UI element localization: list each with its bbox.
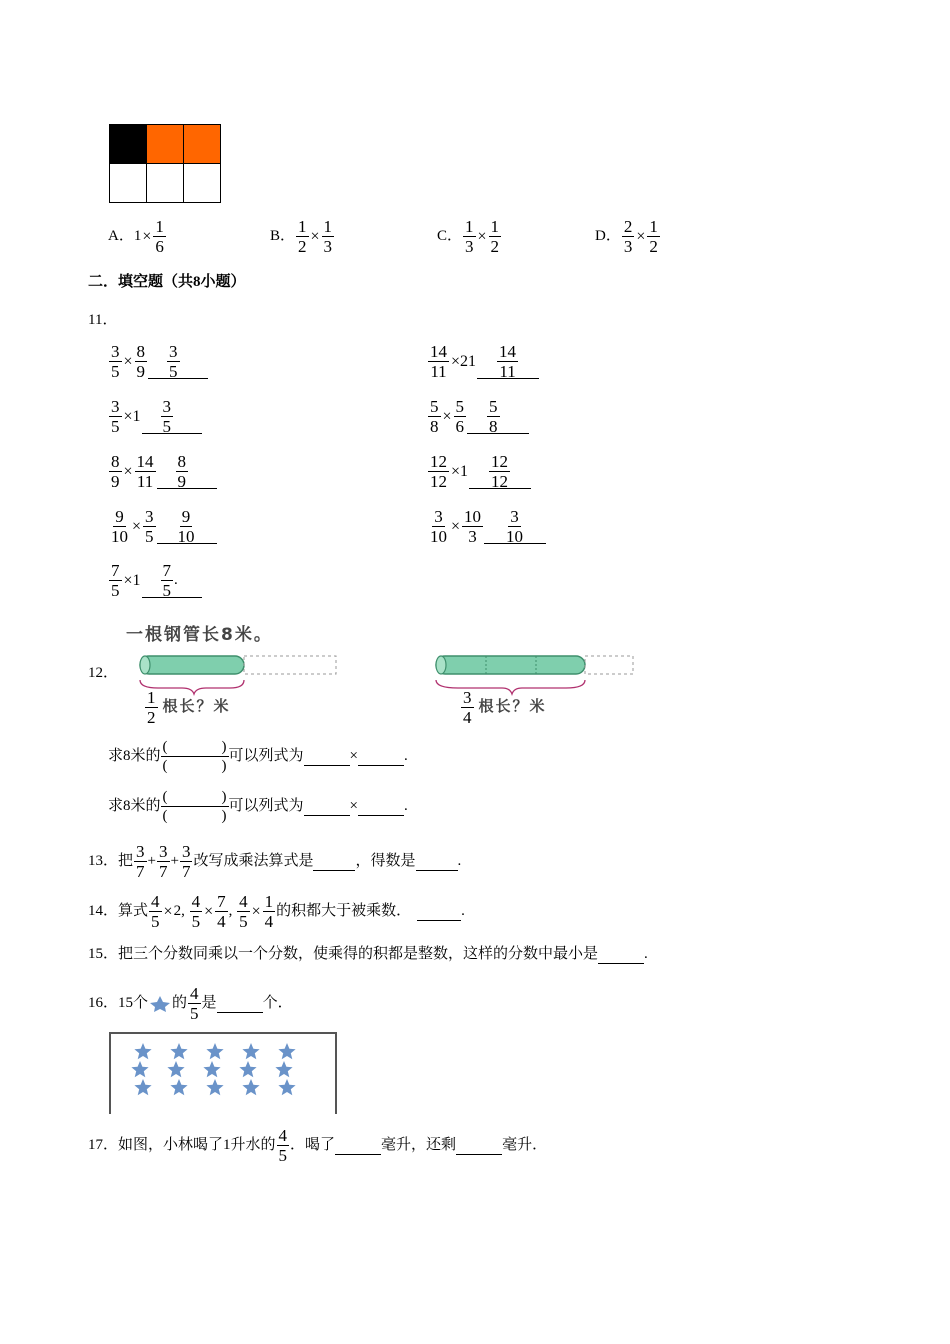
answer-blank[interactable] <box>157 525 217 544</box>
fraction: $\frac{5}{6}$ <box>455 397 465 436</box>
star-icon <box>278 1079 295 1095</box>
option-a[interactable]: A．1× $\frac{1}{6}$ <box>108 217 164 256</box>
answer-blank[interactable] <box>417 902 461 921</box>
answer-blank[interactable] <box>416 852 458 871</box>
fraction: $\frac{1}{3}$ <box>323 217 333 256</box>
star-icon <box>203 1061 220 1077</box>
grid-cell <box>184 164 221 203</box>
star-icon <box>148 995 172 1013</box>
q11-comparison: $\frac{8}{9}$ × $\frac{14}{11}$ $\frac{8}{9}$ <box>108 452 189 491</box>
star-icon <box>170 1043 187 1059</box>
pipe-figure <box>118 618 643 726</box>
star-icon <box>206 1043 223 1059</box>
section-title: 二．填空题（共8小题） <box>88 274 246 290</box>
q15: 15．把三个分数同乘以一个分数，使乘得的积都是整数，这样的分数中最小是 . <box>88 944 648 964</box>
fraction: $\frac{9}{10}$ <box>111 507 128 546</box>
grid-cell <box>110 164 147 203</box>
q11-number: 11． <box>88 312 118 328</box>
answer-blank[interactable] <box>148 360 208 379</box>
answer-blank[interactable] <box>313 852 355 871</box>
answer-blank[interactable] <box>358 797 404 816</box>
fraction: $\frac{3}{5}$ <box>162 397 172 436</box>
fraction: $\frac{3}{5}$ <box>169 342 178 381</box>
star-icon <box>167 1061 184 1077</box>
q11-comparison: $\frac{14}{11}$ ×21 $\frac{14}{11}$ <box>427 342 519 381</box>
fraction: $\frac{3}{10}$ <box>506 507 524 546</box>
q12-suffix: 可以列式为 <box>228 797 304 814</box>
paren-fraction: ( ) ( ) <box>162 789 227 824</box>
star-icon <box>134 1043 151 1059</box>
fraction: $\frac{8}{9}$ <box>177 452 187 491</box>
grid-cell <box>184 125 221 164</box>
fraction: $\frac{1}{2}$ <box>649 217 658 256</box>
star-icon <box>242 1043 259 1059</box>
fraction: $\frac{5}{8}$ <box>489 397 498 436</box>
star-icon <box>206 1079 223 1095</box>
star-icon <box>239 1061 256 1077</box>
star-icon <box>131 1061 148 1077</box>
answer-blank[interactable] <box>142 415 202 434</box>
fraction: $\frac{5}{8}$ <box>430 397 439 436</box>
star-box <box>109 1032 337 1114</box>
q11-comparison: $\frac{9}{10}$ × $\frac{3}{5}$ $\frac{9}{10}$ <box>108 507 198 546</box>
fraction: $\frac{1}{6}$ <box>155 217 164 256</box>
fraction: $\frac{14}{11}$ <box>136 452 154 491</box>
fraction: $\frac{3}{5}$ <box>111 342 120 381</box>
q12-prefix: 求8米的 <box>108 797 161 814</box>
fraction: $\frac{3}{5}$ <box>111 397 120 436</box>
answer-blank[interactable] <box>469 470 531 489</box>
pipe-right-solid <box>436 656 585 674</box>
fraction: $\frac{10}{3}$ <box>464 507 482 546</box>
answer-blank[interactable] <box>304 747 350 766</box>
star-icon <box>278 1043 295 1059</box>
answer-blank[interactable] <box>142 579 202 598</box>
times-sign: × <box>349 747 358 764</box>
pipe-left-end <box>140 656 150 674</box>
pipe-right-end <box>436 656 446 674</box>
fraction: $\frac{1}{2}$ <box>490 217 500 256</box>
star-icon <box>275 1061 292 1077</box>
fraction: $\frac{12}{12}$ <box>430 452 447 491</box>
fraction: $\frac{2}{3}$ <box>623 217 633 256</box>
q12-line-1: 求8米的 ( ) ( ) 可以列式为 × . <box>108 739 408 774</box>
q11-comparison: $\frac{5}{8}$ × $\frac{5}{6}$ $\frac{5}{8}$ <box>427 397 501 436</box>
star-icon <box>170 1079 187 1095</box>
q11-comparison: $\frac{3}{10}$ × $\frac{10}{3}$ $\frac{3}{10}$ <box>427 507 526 546</box>
star-grid <box>111 1034 335 1112</box>
option-c[interactable]: C． $\frac{1}{3}$ × $\frac{1}{2}$ <box>437 217 500 256</box>
q12-prefix: 求8米的 <box>108 747 161 764</box>
fraction: $\frac{14}{11}$ <box>430 342 447 381</box>
q12-suffix: 可以列式为 <box>228 747 304 764</box>
answer-blank[interactable] <box>598 945 644 964</box>
pipe-left-solid <box>140 656 244 674</box>
fraction: $\frac{12}{12}$ <box>491 452 509 491</box>
answer-blank[interactable] <box>456 1136 502 1155</box>
q16: 16．15个 的 $\frac{4}{5}$ 是 个． <box>88 984 293 1023</box>
pipe-right-dashed <box>585 656 633 674</box>
q14: 14．算式 $\frac{4}{5}$ ×2, $\frac{4}{5}$ × $\frac{7}{4}$ , $\frac{4}{5}$ × $\frac{1}{4}$ 的积都大于被乘数． . <box>88 892 465 931</box>
option-b[interactable]: B． $\frac{1}{2}$ × $\frac{1}{3}$ <box>270 217 333 256</box>
fraction: $\frac{14}{11}$ <box>499 342 517 381</box>
q11-comparison: $\frac{12}{12}$ ×1 $\frac{12}{12}$ <box>427 452 511 491</box>
q12-number: 12． <box>88 665 119 681</box>
q11-comparison: $\frac{7}{5}$ ×1 $\frac{7}{5}$ . <box>108 561 178 600</box>
times-sign: × <box>349 797 358 814</box>
fraction-grid <box>109 124 221 203</box>
pipe-left-dashed <box>244 656 336 674</box>
fraction: $\frac{1}{2}$ <box>147 688 156 727</box>
star-icon <box>134 1079 151 1095</box>
answer-blank[interactable] <box>467 415 529 434</box>
fraction: $\frac{8}{9}$ <box>111 452 120 491</box>
fraction: $\frac{1}{2}$ <box>298 217 307 256</box>
fraction: $\frac{3}{10}$ <box>430 507 447 546</box>
pipe-right-label <box>460 688 547 727</box>
answer-blank[interactable] <box>304 797 350 816</box>
star-icon <box>242 1079 259 1095</box>
fraction: $\frac{9}{10}$ <box>177 507 195 546</box>
answer-blank[interactable] <box>157 470 217 489</box>
fraction: $\frac{3}{5}$ <box>145 507 154 546</box>
pipe-right-caption: 根长？米 <box>478 697 547 716</box>
paren-fraction: ( ) ( ) <box>162 739 227 774</box>
answer-blank[interactable] <box>484 525 546 544</box>
grid-cell <box>147 164 184 203</box>
option-d[interactable]: D． $\frac{2}{3}$ × $\frac{1}{2}$ <box>595 217 658 256</box>
grid-cell <box>147 125 184 164</box>
fraction: $\frac{3}{4}$ <box>463 688 472 727</box>
answer-blank[interactable] <box>217 994 263 1013</box>
answer-blank[interactable] <box>477 360 539 379</box>
fraction: $\frac{7}{5}$ <box>111 561 120 600</box>
q17: 17．如图，小林喝了1升水的 $\frac{4}{5}$ ．喝了 毫升，还剩 毫升． <box>88 1126 548 1165</box>
grid-cell <box>110 125 147 164</box>
fraction: $\frac{7}{5}$ <box>162 561 172 600</box>
fraction: $\frac{1}{3}$ <box>465 217 474 256</box>
pipe-left-label <box>144 688 231 727</box>
fraction: $\frac{8}{9}$ <box>136 342 146 381</box>
answer-blank[interactable] <box>335 1136 381 1155</box>
q11-comparison: $\frac{3}{5}$ × $\frac{8}{9}$ $\frac{3}{5}$ <box>108 342 181 381</box>
q13: 13．把 $\frac{3}{7}$ + $\frac{3}{7}$ + $\frac{3}{7}$ 改写成乘法算式是 ，得数是 . <box>88 842 462 881</box>
pipe-figure-title: 一根钢管长8米。 <box>126 625 273 645</box>
pipe-left-caption: 根长？米 <box>162 697 231 716</box>
answer-blank[interactable] <box>358 747 404 766</box>
q11-comparison: $\frac{3}{5}$ ×1 $\frac{3}{5}$ <box>108 397 174 436</box>
q12-line-2: 求8米的 ( ) ( ) 可以列式为 × . <box>108 789 408 824</box>
